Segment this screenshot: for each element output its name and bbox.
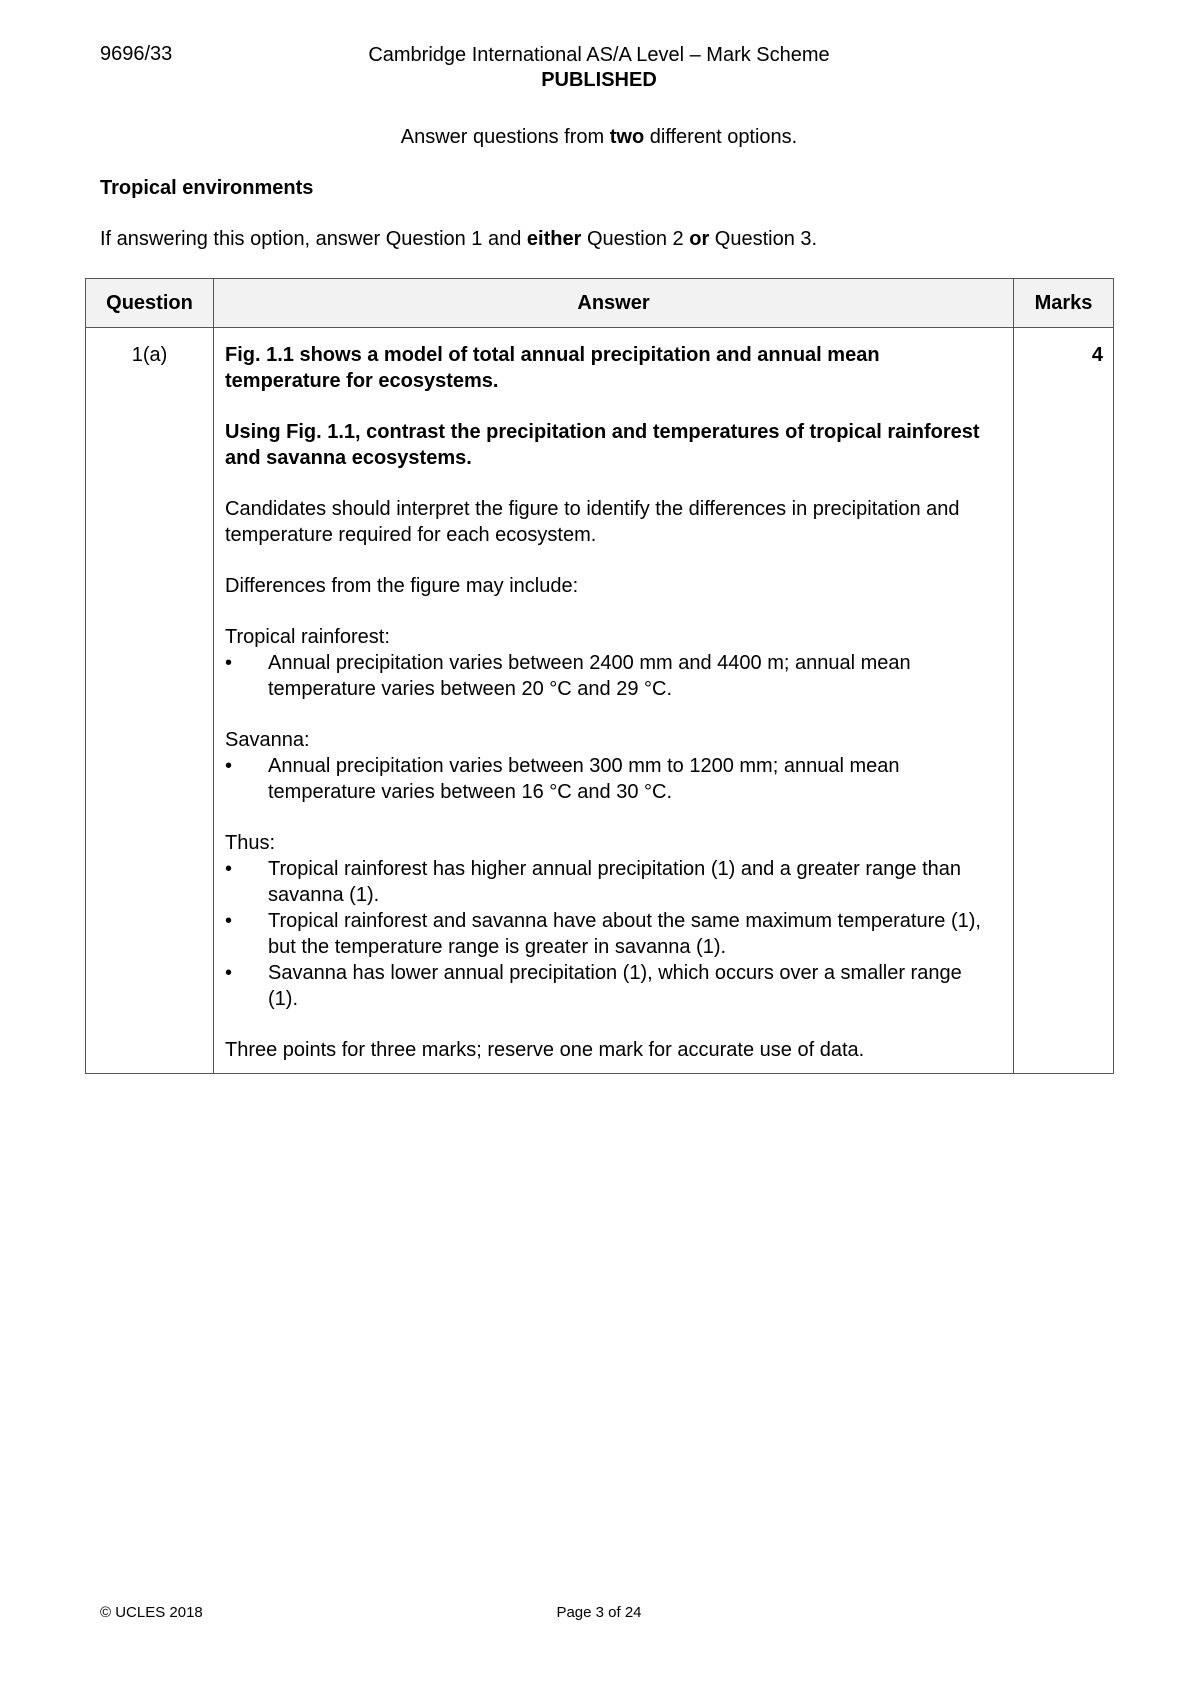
header-marks: Marks — [1014, 279, 1114, 328]
intro-instruction — [0, 126, 1190, 149]
closing-note: Three points for three marks; reserve one mark for accurate use of data. — [225, 1039, 865, 1061]
header-question: Question — [86, 279, 214, 328]
instruction-part3: Question 3. — [709, 228, 818, 250]
instruction-part1: If answering this option, answer Question 1 and — [100, 228, 527, 250]
page-header — [0, 43, 1190, 93]
instruction-bold1: either — [526, 228, 582, 250]
savanna-list — [225, 753, 997, 805]
question-prompt-2: Using Fig. 1.1, contrast the precipitation and temperatures of tropical rainforest and savanna ecosystems. — [225, 421, 980, 469]
list-item: • Annual precipitation varies between 2400 mm and 4400 m; annual mean temperature varies between 20 °C and 29 °C. — [225, 650, 997, 702]
question-number: 1(a) — [86, 328, 214, 1074]
marking-guidance: Candidates should interpret the figure to identify the differences in precipitation and temperature required for each ecosystem. — [225, 498, 960, 546]
mark-scheme-table — [85, 278, 1114, 1074]
section-title: Tropical environments — [100, 177, 314, 199]
intro-before: Answer questions from — [400, 126, 610, 148]
thus-list — [225, 856, 997, 1012]
paper-code: 9696/33 — [100, 43, 173, 65]
intro-after: different options. — [644, 126, 798, 148]
instruction-bold2: or — [689, 228, 710, 250]
header-title: Cambridge International AS/A Level – Mark Scheme — [368, 44, 830, 66]
header-answer: Answer — [214, 279, 1014, 328]
header-status: PUBLISHED — [541, 69, 657, 91]
table-header-row — [86, 279, 1114, 328]
intro-bold: two — [609, 126, 645, 148]
list-item: • Tropical rainforest and savanna have about the same maximum temperature (1), but the temperature range is greater in savanna (1). — [225, 908, 997, 960]
answer-cell — [214, 328, 1014, 1074]
question-prompt-1: Fig. 1.1 shows a model of total annual precipitation and annual mean temperature for ecosystems. — [225, 344, 880, 392]
footer-page-number: Page 3 of 24 — [556, 1604, 642, 1621]
list-item: • Tropical rainforest has higher annual precipitation (1) and a greater range than savanna (1). — [225, 856, 997, 908]
list-item: • Savanna has lower annual precipitation (1), which occurs over a smaller range (1). — [225, 960, 997, 1012]
thus-heading: Thus: — [225, 832, 276, 854]
rainforest-list — [225, 650, 997, 702]
differences-intro: Differences from the figure may include: — [225, 575, 579, 597]
option-instruction — [100, 228, 817, 251]
rainforest-heading: Tropical rainforest: — [225, 626, 390, 648]
footer-copyright: © UCLES 2018 — [100, 1604, 203, 1621]
list-item: • Annual precipitation varies between 300 mm to 1200 mm; annual mean temperature varies between 16 °C and 30 °C. — [225, 753, 997, 805]
savanna-heading: Savanna: — [225, 729, 310, 751]
marks-value: 4 — [1014, 328, 1114, 1074]
table-row — [86, 328, 1114, 1074]
instruction-part2: Question 2 — [581, 228, 690, 250]
